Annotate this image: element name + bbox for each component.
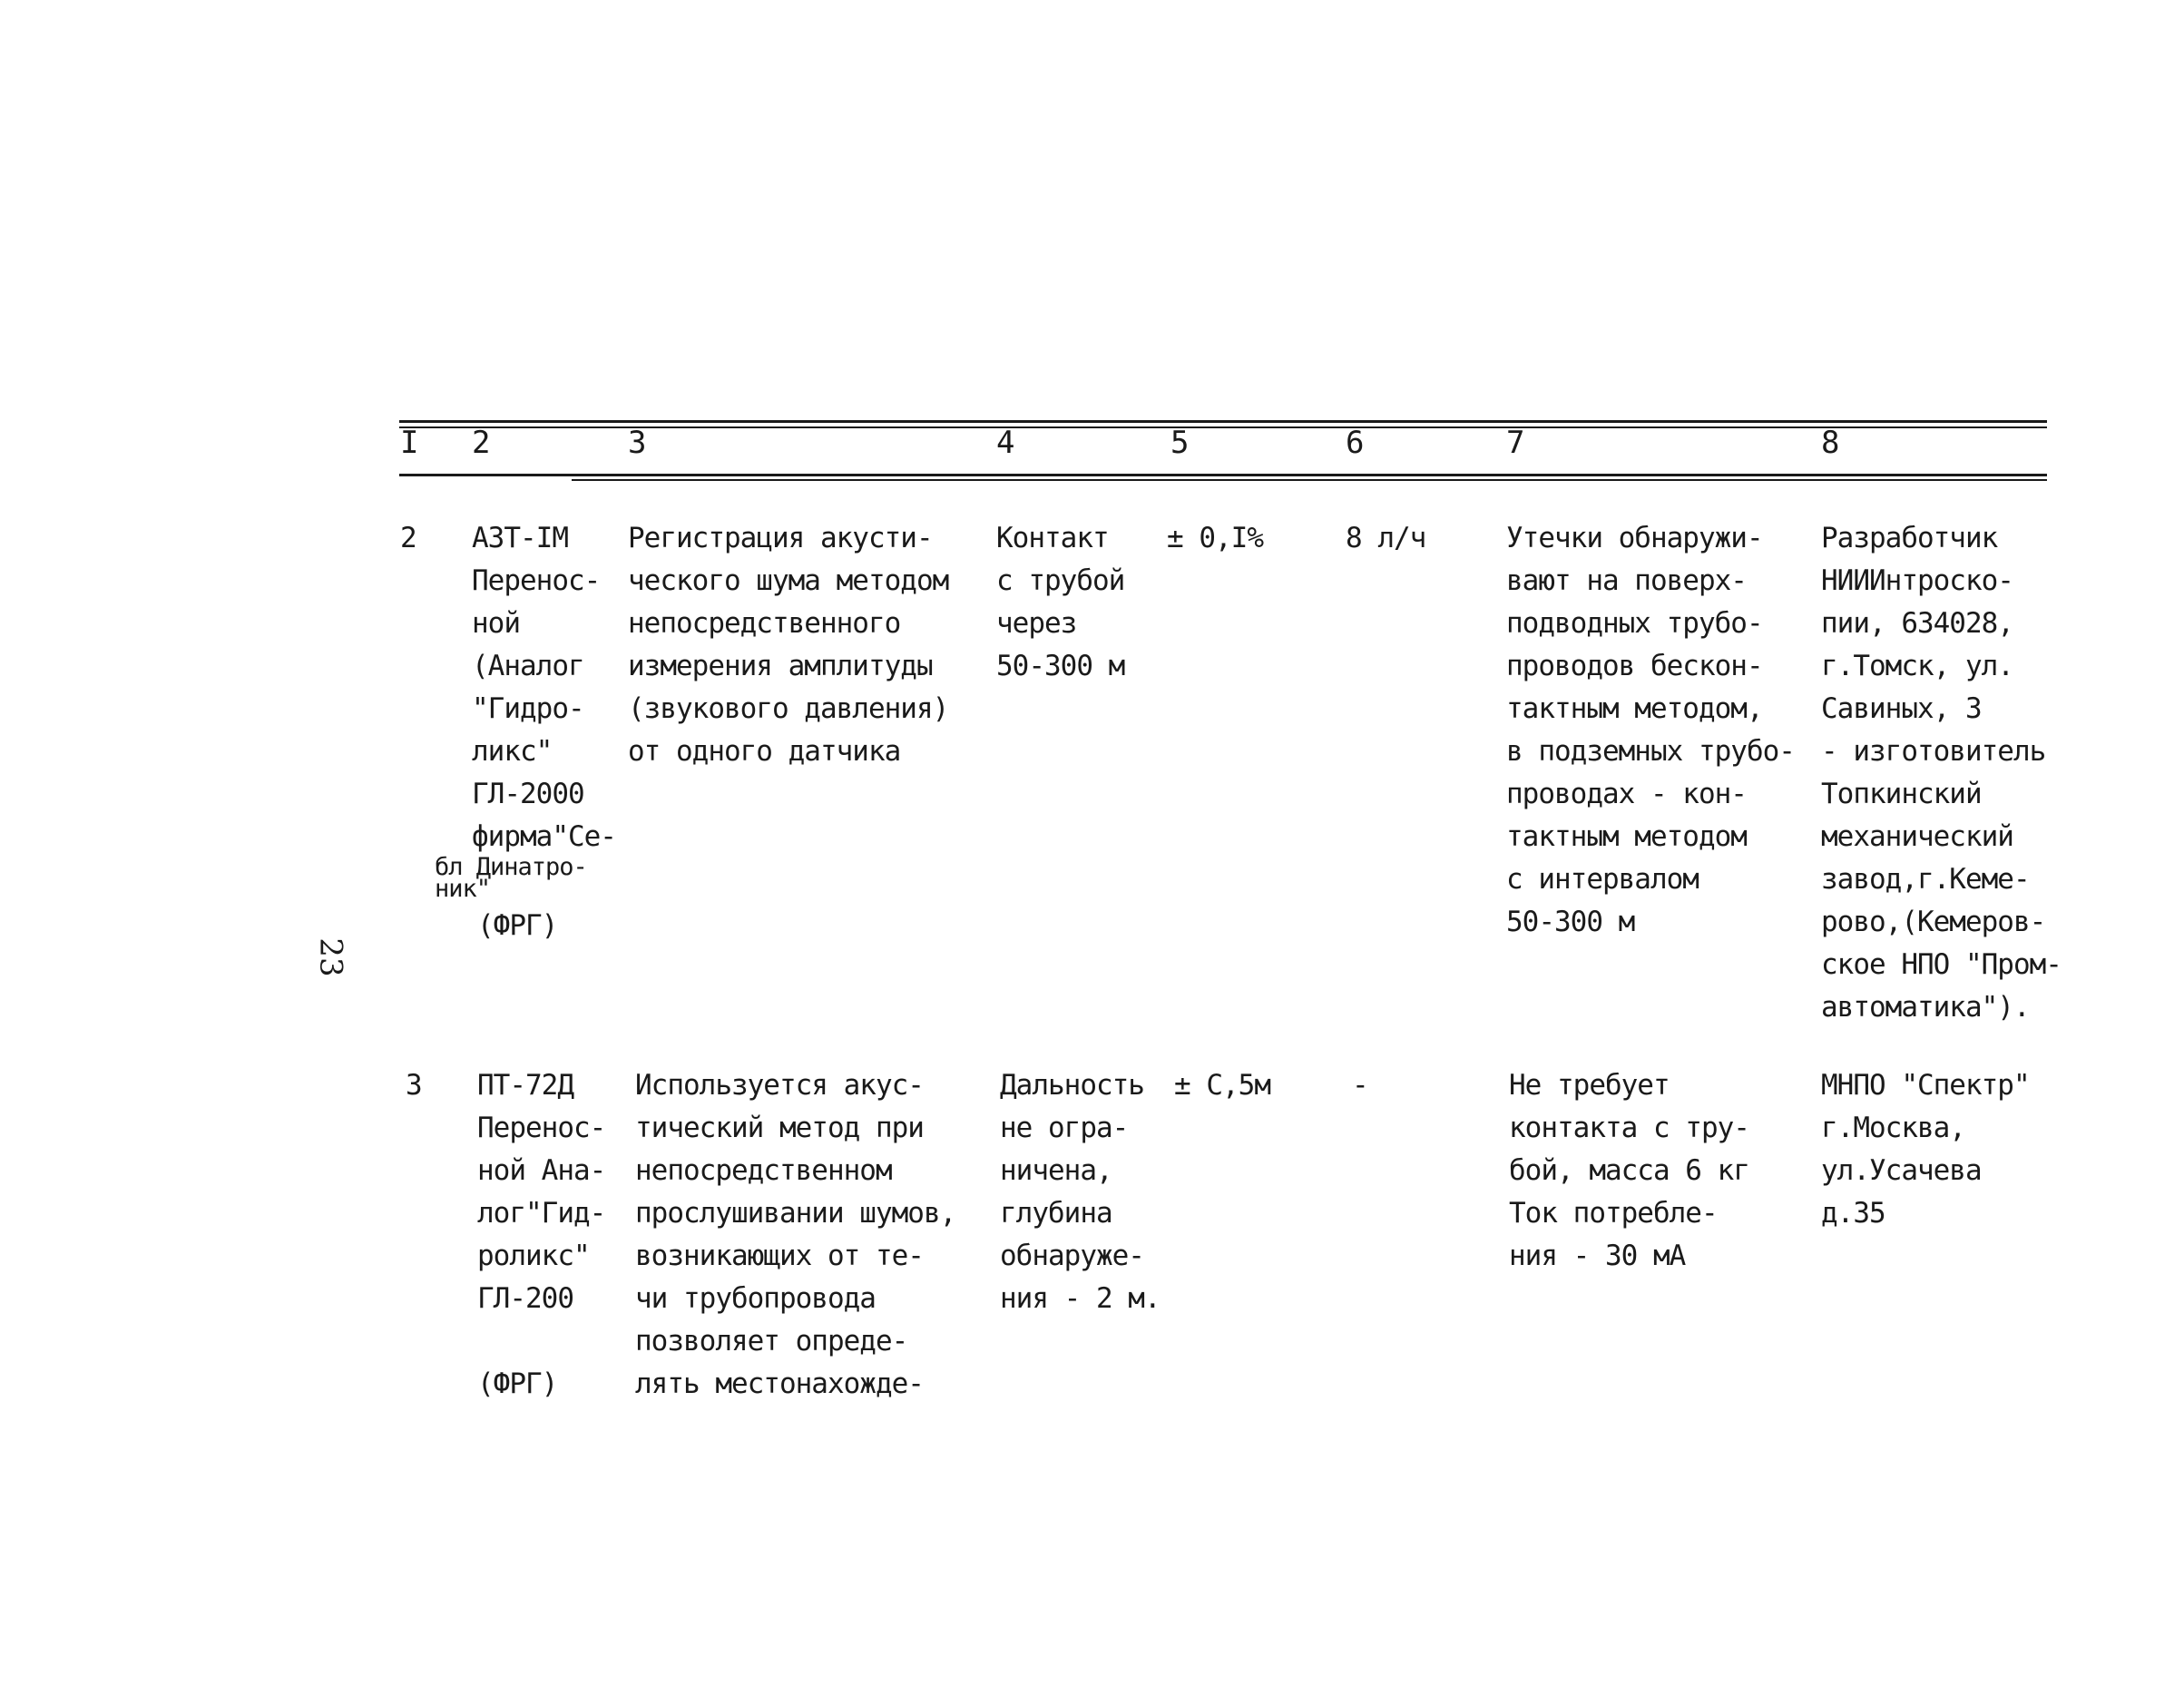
header-col-4: 4 (996, 425, 1015, 461)
row-3-range: Дальность не огра- ничена, глубина обнаруже- ния - 2 м. (1000, 1069, 1161, 1315)
row-3-number: 3 (406, 1069, 422, 1102)
header-col-6: 6 (1346, 425, 1365, 461)
row-3-method: Используется акус- тический метод при непосредственном прослушивании шумов, возникающих от те- чи трубопровода позволяет опреде- лять местонахожде- (635, 1069, 956, 1400)
row-3-notes: Не требует контакта с тру- бой, масса 6 кг Ток потребле- ния - 30 мА (1509, 1069, 1749, 1272)
row-2-device-name-note: бл Динатро- ник" (435, 853, 587, 903)
header-bottom-rule-2 (572, 479, 2047, 481)
row-2-range: Контакт с трубой через 50-300 м (996, 522, 1125, 682)
header-col-5: 5 (1170, 425, 1190, 461)
header-col-1: I (400, 425, 419, 461)
row-2-notes: Утечки обнаружи- вают на поверх- подводных трубо- проводов бескон- тактным методом, в подземных трубо- проводах - кон- тактным методом с интервалом 50-300 м (1506, 522, 1795, 938)
row-2-developer: Разработчик НИИИнтроско- пии, 634028, г.Томск, ул. Савиных, 3 - изготовитель Топкинский механический завод,г.Кеме- рово,(Кемеров- ское НПО "Пром- автоматика"). (1821, 522, 2062, 1024)
header-col-3: 3 (628, 425, 647, 461)
header-col-2: 2 (472, 425, 491, 461)
row-2-method: Регистрация акусти- ческого шума методом непосредственного измерения амплитуды (звукового давления) от одного датчика (628, 522, 949, 768)
header-col-7: 7 (1506, 425, 1525, 461)
row-3-device-name: ПТ-72Д Переноc- ной Ана- лог"Гид- роликс" ГЛ-200 (ФРГ) (477, 1069, 606, 1400)
row-3-sensitivity: - (1352, 1069, 1368, 1102)
row-2-device-name: АЗТ-IМ Переноc- ной (Аналог "Гидро- ликс" ГЛ-2000 фирма"Се- (472, 522, 616, 853)
row-2-number: 2 (400, 522, 416, 554)
page-number: 23 (312, 937, 349, 977)
row-3-developer: МНПО "Спектр" г.Москва, ул.Усачева д.35 (1821, 1069, 2030, 1230)
row-3-accuracy: ± С,5м (1174, 1069, 1270, 1102)
header-bottom-rule (399, 474, 2047, 476)
top-rule-1 (399, 420, 2047, 423)
header-col-8: 8 (1821, 425, 1840, 461)
row-2-device-origin: (ФРГ) (477, 909, 558, 942)
row-2-accuracy: ± 0,I% (1167, 522, 1263, 554)
row-2-sensitivity: 8 л/ч (1346, 522, 1426, 554)
